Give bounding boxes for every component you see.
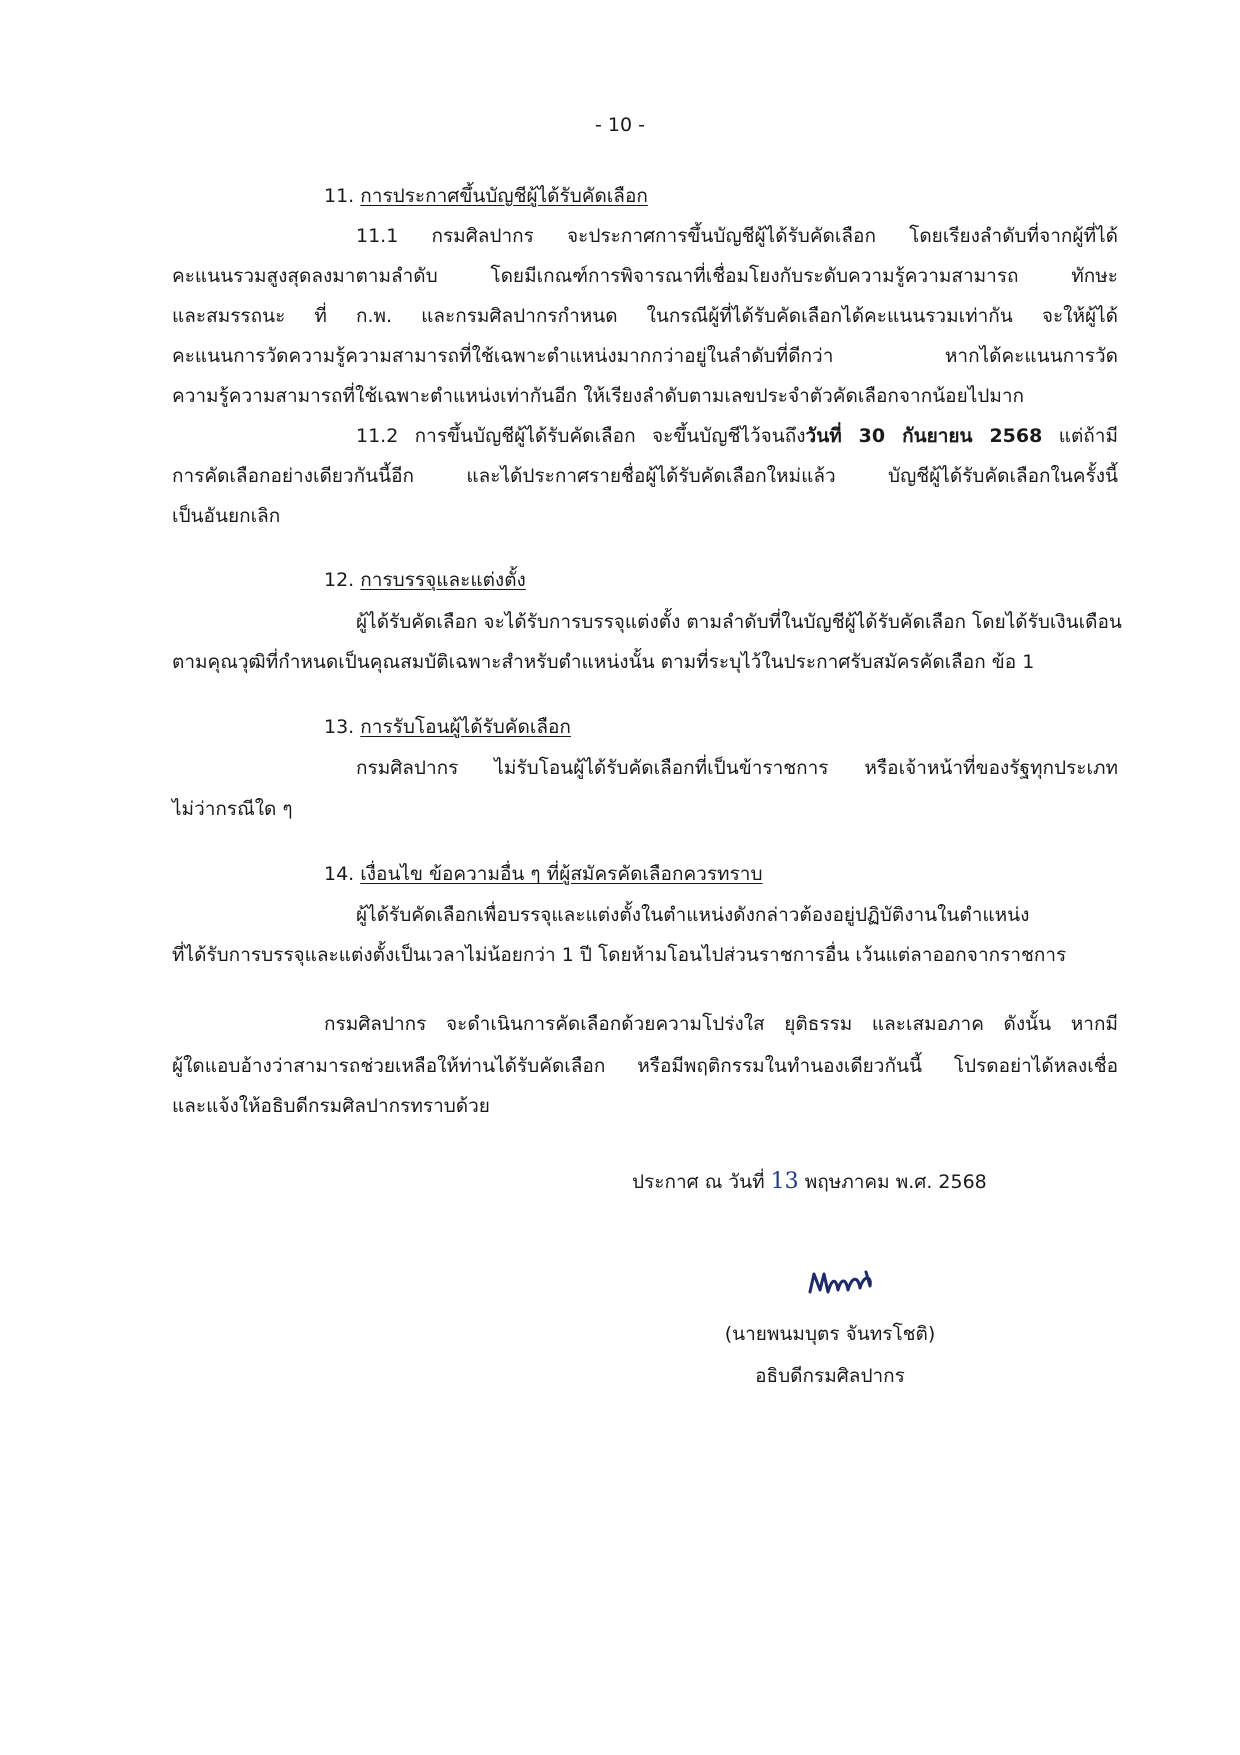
s12-line-2: ตามคุณวุฒิที่กำหนดเป็นคุณสมบัติเฉพาะสำหรับตำแหน่งนั้น ตามที่ระบุไว้ในประกาศรับสมัครคัดเลือก ข้อ 1 (172, 651, 1035, 673)
handwritten-signature (806, 1264, 886, 1300)
s13-line-1: กรมศิลปากร ไม่รับโอนผู้ได้รับคัดเลือกที่เป็นข้าราชการ หรือเจ้าหน้าที่ของรัฐทุกประเภท (356, 757, 1118, 779)
s11-p2-line-2: การคัดเลือกอย่างเดียวกันนี้อีก และได้ประกาศรายชื่อผู้ได้รับคัดเลือกใหม่แล้ว บัญชีผู้ได้รับคัดเลือกในครั้งนี้ (172, 465, 1118, 487)
section-14-heading (324, 852, 763, 896)
s11-p2-line-1 (356, 414, 1118, 458)
section-14-number: 14. (324, 863, 355, 885)
section-12-heading (324, 558, 526, 602)
announcement-month-year: พฤษภาคม พ.ศ. 2568 (804, 1171, 987, 1193)
page-number: - 10 - (595, 114, 645, 136)
section-13-heading (324, 705, 571, 749)
s11-p2-deadline: วันที่ 30 กันยายน 2568 (805, 425, 1043, 447)
s11-p1-line-4: คะแนนการวัดความรู้ความสามารถที่ใช้เฉพาะตำแหน่งมากกว่าอยู่ในลำดับที่ดีกว่า หากได้คะแนนการวัด (172, 345, 1118, 367)
s13-line-2: ไม่ว่ากรณีใด ๆ (172, 798, 293, 820)
section-14-title: เงื่อนไข ข้อความอื่น ๆ ที่ผู้สมัครคัดเลือกควรทราบ (360, 863, 763, 885)
s14-line-1: ผู้ได้รับคัดเลือกเพื่อบรรจุและแต่งตั้งในตำแหน่งดังกล่าวต้องอยู่ปฏิบัติงานในตำแหน่ง (356, 904, 1030, 926)
s11-p2-tail: แต่ถ้ามี (1042, 425, 1118, 447)
closing-line-2: ผู้ใดแอบอ้างว่าสามารถช่วยเหลือให้ท่านได้รับคัดเลือก หรือมีพฤติกรรมในทำนองเดียวกันนี้ โปรดอย่าได้หลงเชื่อ (172, 1055, 1118, 1077)
signatory-name: (นายพนมบุตร จันทรโชติ) (724, 1323, 936, 1345)
announcement-date (632, 1160, 987, 1204)
s11-p1-line-5: ความรู้ความสามารถที่ใช้เฉพาะตำแหน่งเท่ากันอีก ให้เรียงลำดับตามเลขประจำตัวคัดเลือกจากน้อยไปมาก (172, 385, 1025, 407)
closing-line-1: กรมศิลปากร จะดำเนินการคัดเลือกด้วยความโปร่งใส ยุติธรรม และเสมอภาค ดังนั้น หากมี (324, 1013, 1118, 1035)
section-13-title: การรับโอนผู้ได้รับคัดเลือก (360, 716, 571, 738)
s11-p1-line-2: คะแนนรวมสูงสุดลงมาตามลำดับ โดยมีเกณฑ์การพิจารณาที่เชื่อมโยงกับระดับความรู้ความสามารถ ทักษะ (172, 265, 1118, 287)
section-11-heading (324, 174, 648, 218)
signatory-title: อธิบดีกรมศิลปากร (755, 1365, 905, 1387)
section-12-number: 12. (324, 569, 355, 591)
announcement-day: 13 (770, 1169, 799, 1194)
section-11-number: 11. (324, 185, 355, 207)
announcement-prefix: ประกาศ ณ วันที่ (632, 1171, 765, 1193)
s11-p1-line-3: และสมรรถนะ ที่ ก.พ. และกรมศิลปากรกำหนด ในกรณีผู้ที่ได้รับคัดเลือกได้คะแนนรวมเท่ากัน จะให้ผู้ได้ (172, 305, 1118, 327)
section-11-title: การประกาศขึ้นบัญชีผู้ได้รับคัดเลือก (360, 185, 648, 207)
section-12-title: การบรรจุและแต่งตั้ง (360, 569, 526, 591)
closing-line-3: และแจ้งให้อธิบดีกรมศิลปากรทราบด้วย (172, 1095, 490, 1117)
s11-p2-lead: 11.2 การขึ้นบัญชีผู้ได้รับคัดเลือก จะขึ้นบัญชีไว้จนถึง (356, 425, 806, 447)
s12-line-1: ผู้ได้รับคัดเลือก จะได้รับการบรรจุแต่งตั้ง ตามลำดับที่ในบัญชีผู้ได้รับคัดเลือก โดยได้รับเงินเดือน (356, 611, 1122, 633)
s11-p2-line-3: เป็นอันยกเลิก (172, 505, 281, 527)
s14-line-2: ที่ได้รับการบรรจุและแต่งตั้งเป็นเวลาไม่น้อยกว่า 1 ปี โดยห้ามโอนไปส่วนราชการอื่น เว้นแต่ลาออกจากราชการ (172, 944, 1067, 966)
s11-p1-line-1: 11.1 กรมศิลปากร จะประกาศการขึ้นบัญชีผู้ได้รับคัดเลือก โดยเรียงลำดับที่จากผู้ที่ได้ (356, 225, 1118, 247)
section-13-number: 13. (324, 716, 355, 738)
